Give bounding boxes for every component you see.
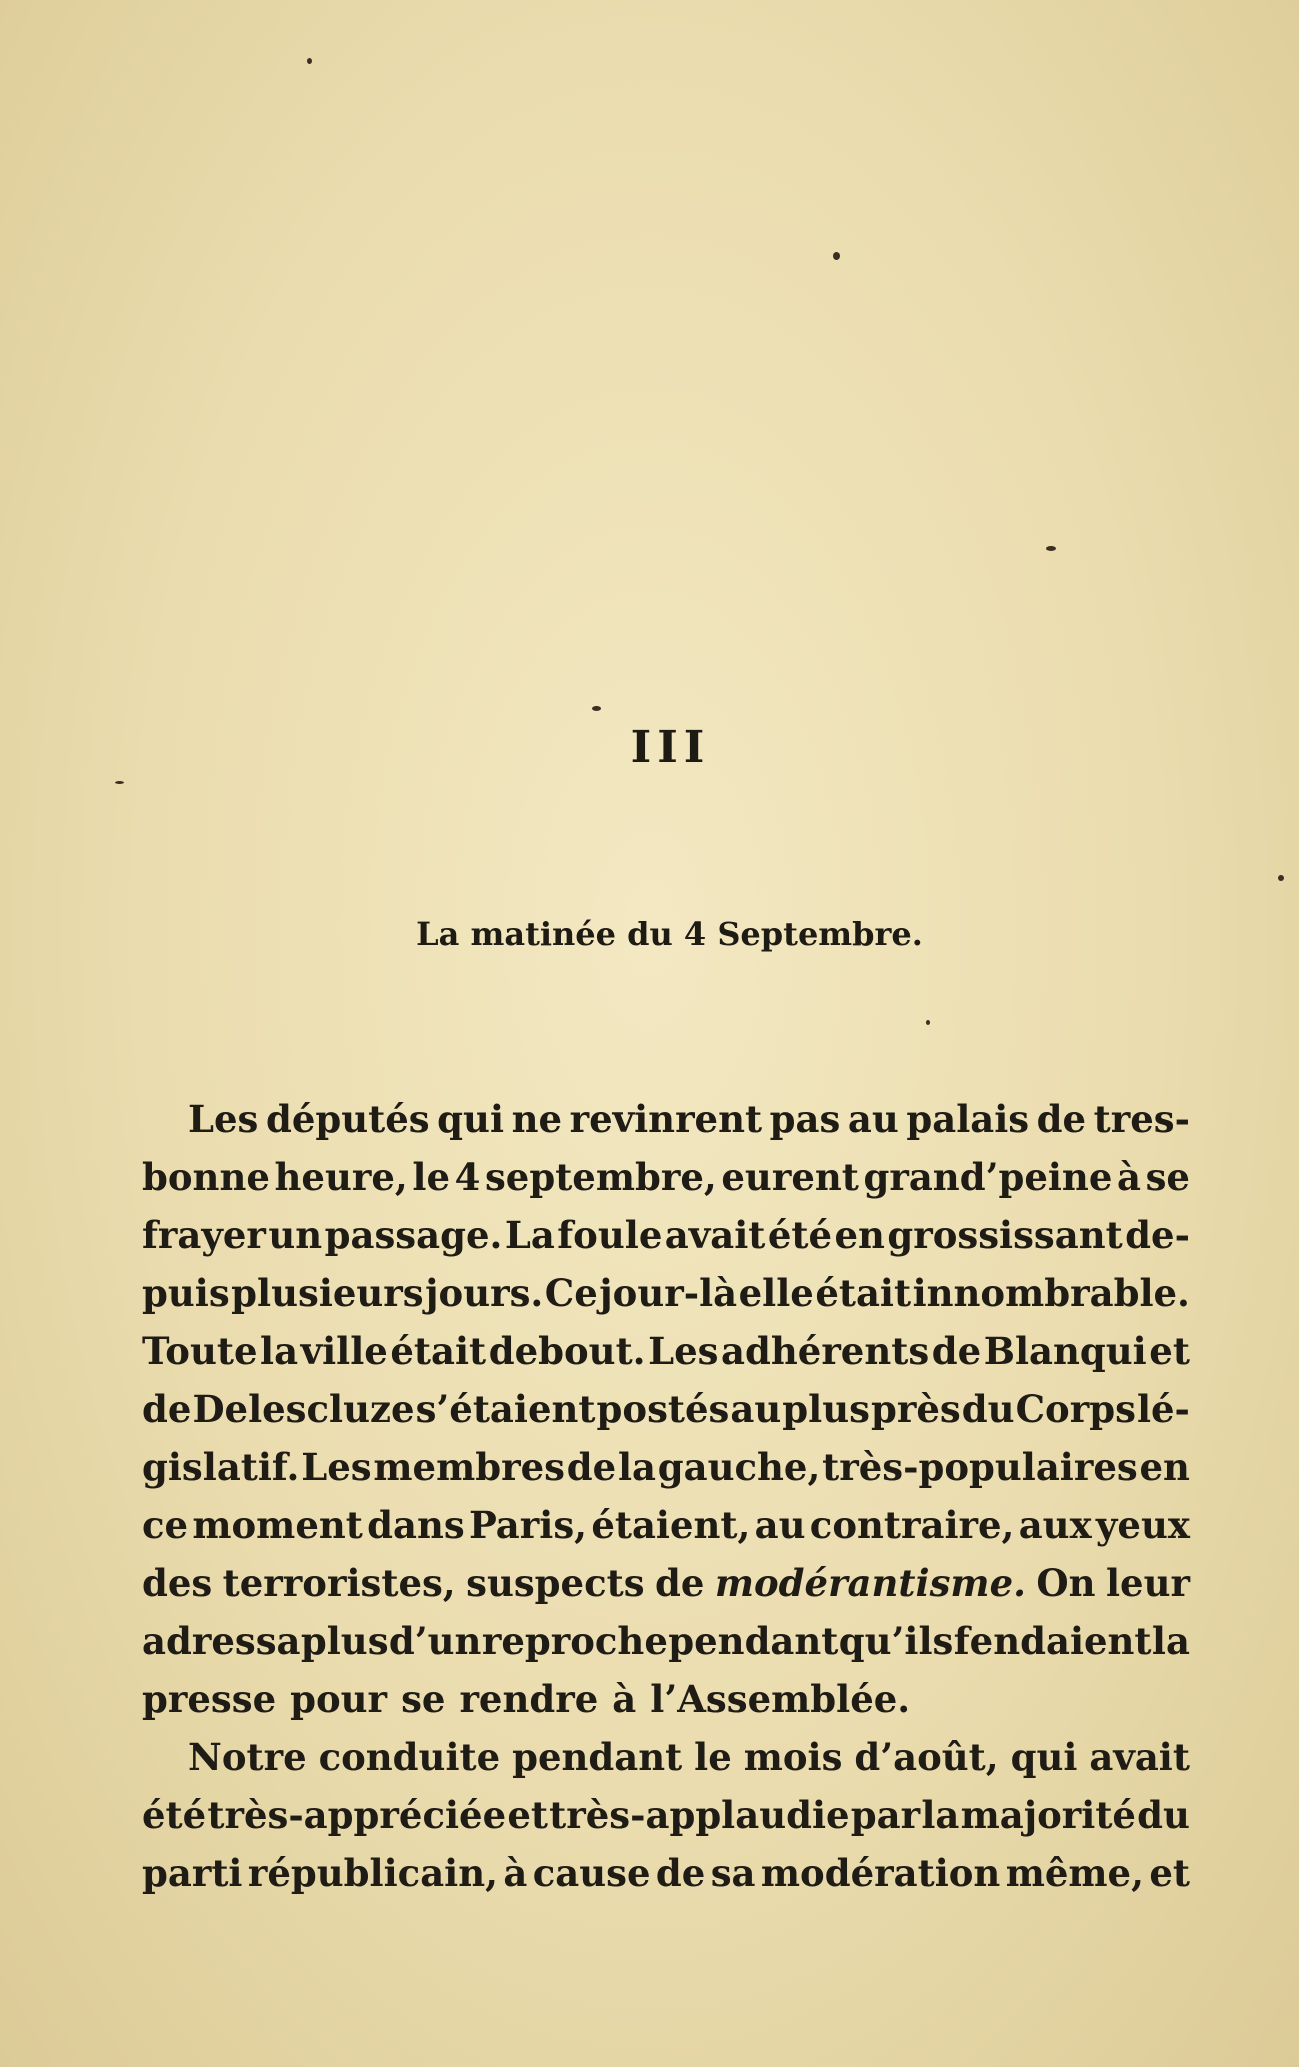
- word: reproche: [481, 1619, 668, 1663]
- word: se: [1145, 1155, 1190, 1199]
- text-line: [142, 1786, 1190, 1844]
- text-line: [142, 1264, 1190, 1322]
- ink-speck: [307, 58, 312, 64]
- word: frayer: [142, 1213, 266, 1257]
- word: passage.: [324, 1213, 503, 1257]
- word: de: [142, 1387, 192, 1431]
- word: avait: [1089, 1735, 1190, 1779]
- word: adhérents: [721, 1329, 930, 1373]
- word: républicain,: [247, 1851, 499, 1895]
- word: elle: [738, 1271, 814, 1315]
- text-line: [142, 1554, 1190, 1612]
- word: du: [961, 1387, 1015, 1431]
- word: la: [617, 1445, 656, 1489]
- word: était: [390, 1329, 487, 1373]
- word: s’étaient: [415, 1387, 596, 1431]
- word: à: [503, 1851, 528, 1895]
- text-line: [142, 1670, 1190, 1728]
- word: de: [655, 1851, 706, 1895]
- text-line: [142, 1612, 1190, 1670]
- word: plus: [300, 1619, 389, 1663]
- word: gislatif.: [142, 1445, 300, 1489]
- word: pendant: [668, 1619, 839, 1663]
- word: le: [412, 1155, 450, 1199]
- word: d’un: [388, 1619, 482, 1663]
- word: plus: [782, 1387, 870, 1431]
- word: près: [871, 1387, 961, 1431]
- word: députés: [265, 1097, 430, 1141]
- word: palais: [906, 1097, 1030, 1141]
- word: du: [1137, 1793, 1190, 1837]
- word: et: [507, 1793, 548, 1837]
- word: modérantisme.: [714, 1561, 1026, 1605]
- word: jour-là: [599, 1271, 738, 1315]
- word: au: [847, 1097, 899, 1141]
- word: qui: [437, 1097, 504, 1141]
- word: un: [268, 1213, 323, 1257]
- word: la: [1151, 1619, 1190, 1663]
- ink-speck: [1278, 875, 1284, 881]
- word: qu’ils: [838, 1619, 954, 1663]
- word: debout.: [488, 1329, 646, 1373]
- word: eurent: [721, 1155, 859, 1199]
- word: très-applaudie: [549, 1793, 850, 1837]
- word: de: [931, 1329, 982, 1373]
- word: Corps: [1015, 1387, 1136, 1431]
- body-text: [142, 1090, 1190, 1902]
- word: conduite: [318, 1735, 501, 1779]
- word: en: [834, 1213, 885, 1257]
- word: yeux: [1095, 1503, 1190, 1547]
- word: Les: [188, 1097, 259, 1141]
- ink-speck: [833, 252, 840, 260]
- word: été: [142, 1793, 207, 1837]
- word: la: [260, 1329, 299, 1373]
- word: grand’peine: [863, 1155, 1113, 1199]
- word: au: [730, 1387, 782, 1431]
- word: modération: [760, 1851, 1001, 1895]
- word: très-populaires: [822, 1445, 1138, 1489]
- word: pas: [769, 1097, 841, 1141]
- word: été: [767, 1213, 832, 1257]
- word: plusieurs: [231, 1271, 424, 1315]
- text-line: [142, 1090, 1190, 1148]
- word: sa: [710, 1851, 756, 1895]
- word: avait: [664, 1213, 766, 1257]
- word: l’Assemblée.: [650, 1677, 911, 1721]
- word: rendre: [459, 1677, 599, 1721]
- word: au: [754, 1503, 806, 1547]
- word: postés: [596, 1387, 730, 1431]
- word: ce: [142, 1503, 189, 1547]
- word: Paris,: [468, 1503, 588, 1547]
- word: membres: [373, 1445, 565, 1489]
- word: cause: [532, 1851, 651, 1895]
- word: Ce: [544, 1271, 598, 1315]
- word: et: [1149, 1851, 1190, 1895]
- word: presse: [142, 1677, 277, 1721]
- text-line: [142, 1322, 1190, 1380]
- word: innombrable.: [912, 1271, 1190, 1315]
- word: moment: [192, 1503, 363, 1547]
- word: mois: [743, 1735, 843, 1779]
- word: de-: [1125, 1213, 1190, 1257]
- word: gauche,: [657, 1445, 821, 1489]
- word: contraire,: [809, 1503, 1015, 1547]
- text-line: [142, 1148, 1190, 1206]
- word: leur: [1105, 1561, 1190, 1605]
- word: grossissant: [887, 1213, 1123, 1257]
- word: à: [1116, 1155, 1141, 1199]
- word: le: [694, 1735, 732, 1779]
- word: La: [504, 1213, 555, 1257]
- word: Les: [648, 1329, 719, 1373]
- word: même,: [1005, 1851, 1144, 1895]
- text-line: [142, 1496, 1190, 1554]
- word: majorité: [960, 1793, 1136, 1837]
- word: de: [566, 1445, 617, 1489]
- word: foule: [557, 1213, 663, 1257]
- word: Delescluze: [192, 1387, 415, 1431]
- text-line: [142, 1438, 1190, 1496]
- word: se: [401, 1677, 446, 1721]
- word: Blanqui: [983, 1329, 1147, 1373]
- word: fendaient: [953, 1619, 1152, 1663]
- word: tres-: [1093, 1097, 1190, 1141]
- word: de: [1036, 1097, 1087, 1141]
- word: par: [850, 1793, 921, 1837]
- word: très-appréciée: [207, 1793, 507, 1837]
- word: Toute: [142, 1329, 258, 1373]
- word: bonne: [142, 1155, 270, 1199]
- text-line: [142, 1844, 1190, 1902]
- word: ne: [511, 1097, 563, 1141]
- word: Les: [301, 1445, 372, 1489]
- ink-speck: [926, 1020, 930, 1025]
- word: jours.: [425, 1271, 544, 1315]
- word: dans: [367, 1503, 465, 1547]
- chapter-number: III: [630, 722, 711, 773]
- word: suspects: [466, 1561, 645, 1605]
- word: de: [654, 1561, 705, 1605]
- word: septembre,: [484, 1155, 717, 1199]
- word: On: [1036, 1561, 1096, 1605]
- word: pour: [290, 1677, 388, 1721]
- word: heure,: [274, 1155, 408, 1199]
- word: d’août,: [854, 1735, 999, 1779]
- ink-speck: [592, 706, 601, 711]
- word: était: [815, 1271, 912, 1315]
- word: à: [612, 1677, 637, 1721]
- text-line: [142, 1728, 1190, 1786]
- word: adressa: [142, 1619, 301, 1663]
- word: Notre: [188, 1735, 307, 1779]
- text-line: [142, 1380, 1190, 1438]
- word: 4: [454, 1155, 481, 1199]
- word: ville: [300, 1329, 388, 1373]
- chapter-title: La matinée du 4 Septembre.: [416, 915, 923, 953]
- word: lé-: [1136, 1387, 1190, 1431]
- ink-speck: [1046, 546, 1056, 551]
- word: des: [142, 1561, 213, 1605]
- word: parti: [142, 1851, 243, 1895]
- word: et: [1149, 1329, 1190, 1373]
- word: étaient,: [591, 1503, 751, 1547]
- word: aux: [1018, 1503, 1092, 1547]
- word: terroristes,: [222, 1561, 456, 1605]
- word: qui: [1010, 1735, 1078, 1779]
- word: la: [921, 1793, 960, 1837]
- word: en: [1139, 1445, 1190, 1489]
- word: puis: [142, 1271, 230, 1315]
- word: revinrent: [569, 1097, 763, 1141]
- text-line: [142, 1206, 1190, 1264]
- word: pendant: [512, 1735, 683, 1779]
- ink-speck: [115, 781, 124, 784]
